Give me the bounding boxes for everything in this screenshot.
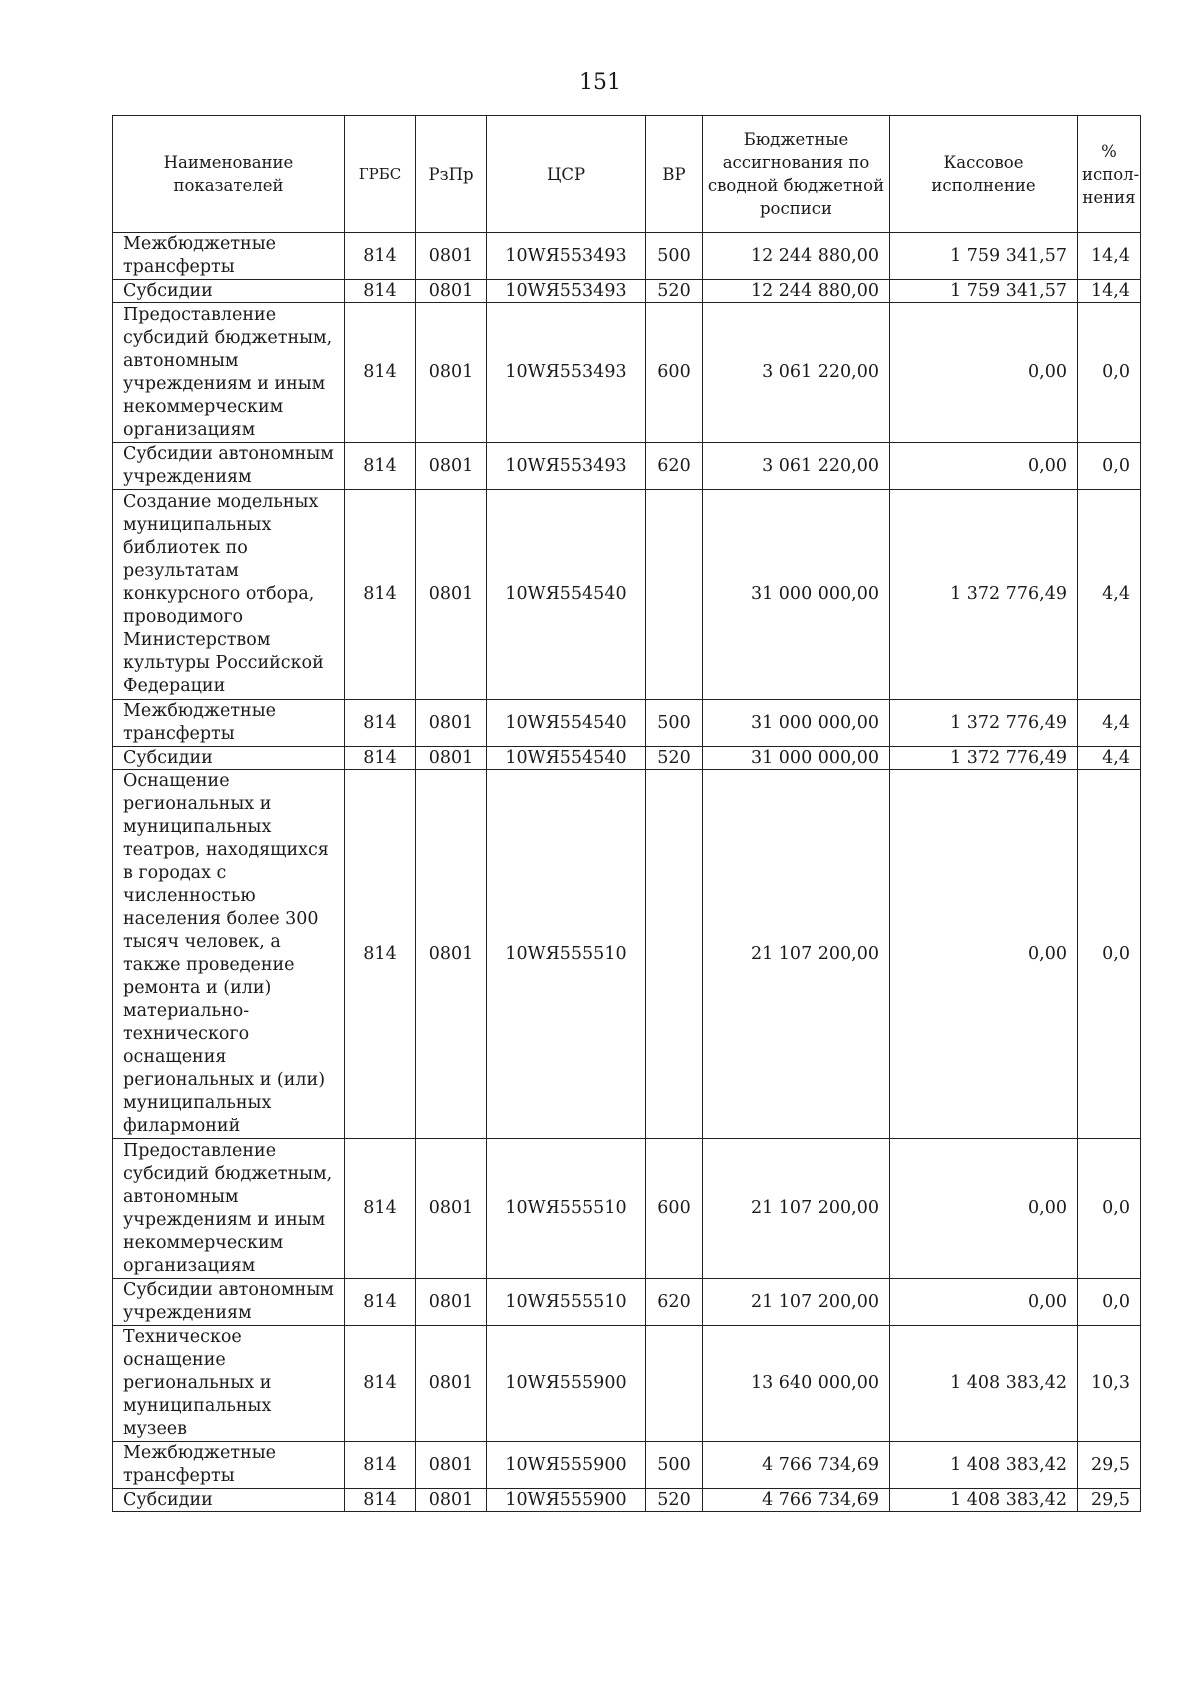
cell-percent: 4,4 — [1078, 490, 1141, 700]
cell-cash: 1 408 383,42 — [890, 1326, 1078, 1442]
table-row — [113, 490, 1141, 700]
cell-name: Межбюджетные трансферты — [113, 1442, 345, 1489]
cell-name: Межбюджетные трансферты — [113, 233, 345, 280]
cell-name: Межбюджетные трансферты — [113, 700, 345, 747]
cell-rzpr: 0801 — [416, 1442, 487, 1489]
cell-cash: 1 759 341,57 — [890, 233, 1078, 280]
cell-grbs: 814 — [345, 1139, 416, 1279]
cell-percent: 0,0 — [1078, 303, 1141, 443]
cell-name: Создание модельных муниципальных библиотек по результатам конкурсного отбора, проводимого Министерством культуры Российской Федерации — [113, 490, 345, 700]
table-row — [113, 747, 1141, 770]
cell-percent: 29,5 — [1078, 1442, 1141, 1489]
header-cash: Кассовое исполнение — [890, 116, 1078, 233]
cell-csr: 10WЯ553493 — [487, 443, 646, 490]
cell-vr: 620 — [646, 443, 703, 490]
cell-vr: 620 — [646, 1279, 703, 1326]
cell-percent: 14,4 — [1078, 280, 1141, 303]
header-grbs: ГРБС — [345, 116, 416, 233]
cell-percent: 0,0 — [1078, 1279, 1141, 1326]
cell-csr: 10WЯ555510 — [487, 1139, 646, 1279]
cell-cash: 0,00 — [890, 443, 1078, 490]
cell-csr: 10WЯ553493 — [487, 280, 646, 303]
cell-budget: 21 107 200,00 — [703, 1139, 890, 1279]
cell-csr: 10WЯ555900 — [487, 1442, 646, 1489]
cell-cash: 0,00 — [890, 303, 1078, 443]
cell-name: Субсидии автономным учреждениям — [113, 1279, 345, 1326]
header-rzpr: РзПр — [416, 116, 487, 233]
table-row — [113, 1279, 1141, 1326]
cell-vr: 500 — [646, 1442, 703, 1489]
cell-csr: 10WЯ555900 — [487, 1326, 646, 1442]
cell-grbs: 814 — [345, 747, 416, 770]
cell-rzpr: 0801 — [416, 233, 487, 280]
cell-csr: 10WЯ554540 — [487, 747, 646, 770]
cell-rzpr: 0801 — [416, 700, 487, 747]
cell-cash: 1 372 776,49 — [890, 490, 1078, 700]
cell-vr: 600 — [646, 303, 703, 443]
cell-grbs: 814 — [345, 490, 416, 700]
cell-percent: 0,0 — [1078, 1139, 1141, 1279]
table-row — [113, 233, 1141, 280]
table-row — [113, 1489, 1141, 1512]
cell-percent: 10,3 — [1078, 1326, 1141, 1442]
header-row — [113, 116, 1141, 233]
cell-rzpr: 0801 — [416, 1139, 487, 1279]
cell-budget: 31 000 000,00 — [703, 490, 890, 700]
cell-budget: 31 000 000,00 — [703, 700, 890, 747]
cell-budget: 3 061 220,00 — [703, 443, 890, 490]
cell-vr: 520 — [646, 280, 703, 303]
cell-vr: 520 — [646, 1489, 703, 1512]
cell-vr: 600 — [646, 1139, 703, 1279]
cell-rzpr: 0801 — [416, 280, 487, 303]
cell-budget: 12 244 880,00 — [703, 233, 890, 280]
table-row — [113, 443, 1141, 490]
cell-vr — [646, 490, 703, 700]
cell-percent: 29,5 — [1078, 1489, 1141, 1512]
cell-name: Субсидии — [113, 747, 345, 770]
header-percent: % испол-нения — [1078, 116, 1141, 233]
cell-percent: 4,4 — [1078, 700, 1141, 747]
page-number: 151 — [579, 70, 621, 95]
cell-name: Субсидии автономным учреждениям — [113, 443, 345, 490]
cell-csr: 10WЯ554540 — [487, 490, 646, 700]
cell-budget: 31 000 000,00 — [703, 747, 890, 770]
cell-name: Предоставление субсидий бюджетным, автономным учреждениям и иным некоммерческим организациям — [113, 1139, 345, 1279]
cell-grbs: 814 — [345, 1489, 416, 1512]
cell-cash: 0,00 — [890, 770, 1078, 1139]
cell-cash: 1 408 383,42 — [890, 1442, 1078, 1489]
cell-csr: 10WЯ553493 — [487, 303, 646, 443]
cell-cash: 1 408 383,42 — [890, 1489, 1078, 1512]
cell-rzpr: 0801 — [416, 770, 487, 1139]
cell-percent: 0,0 — [1078, 770, 1141, 1139]
cell-grbs: 814 — [345, 700, 416, 747]
cell-csr: 10WЯ555510 — [487, 1279, 646, 1326]
cell-grbs: 814 — [345, 233, 416, 280]
cell-grbs: 814 — [345, 770, 416, 1139]
budget-execution-table — [112, 115, 1141, 1512]
cell-grbs: 814 — [345, 443, 416, 490]
cell-vr: 500 — [646, 233, 703, 280]
table-row — [113, 1326, 1141, 1442]
table-row — [113, 280, 1141, 303]
cell-budget: 13 640 000,00 — [703, 1326, 890, 1442]
cell-csr: 10WЯ554540 — [487, 700, 646, 747]
cell-grbs: 814 — [345, 1442, 416, 1489]
cell-vr — [646, 770, 703, 1139]
cell-rzpr: 0801 — [416, 490, 487, 700]
cell-rzpr: 0801 — [416, 1489, 487, 1512]
cell-name: Субсидии — [113, 280, 345, 303]
table-row — [113, 1442, 1141, 1489]
cell-name: Субсидии — [113, 1489, 345, 1512]
header-csr: ЦСР — [487, 116, 646, 233]
table-row — [113, 1139, 1141, 1279]
cell-percent: 0,0 — [1078, 443, 1141, 490]
cell-vr: 500 — [646, 700, 703, 747]
cell-grbs: 814 — [345, 1326, 416, 1442]
cell-percent: 14,4 — [1078, 233, 1141, 280]
cell-cash: 1 372 776,49 — [890, 747, 1078, 770]
cell-rzpr: 0801 — [416, 1326, 487, 1442]
cell-grbs: 814 — [345, 1279, 416, 1326]
cell-budget: 3 061 220,00 — [703, 303, 890, 443]
cell-budget: 21 107 200,00 — [703, 1279, 890, 1326]
header-name: Наименование показателей — [113, 116, 345, 233]
cell-rzpr: 0801 — [416, 303, 487, 443]
cell-vr — [646, 1326, 703, 1442]
cell-name: Оснащение региональных и муниципальных театров, находящихся в городах с численностью населения более 300 тысяч человек, а также проведение ремонта и (или) материально-технического оснащения региональных и (или) муниципальных филармоний — [113, 770, 345, 1139]
table-row — [113, 770, 1141, 1139]
cell-csr: 10WЯ555510 — [487, 770, 646, 1139]
cell-cash: 0,00 — [890, 1139, 1078, 1279]
cell-cash: 0,00 — [890, 1279, 1078, 1326]
cell-cash: 1 759 341,57 — [890, 280, 1078, 303]
cell-csr: 10WЯ553493 — [487, 233, 646, 280]
header-vr: ВР — [646, 116, 703, 233]
cell-percent: 4,4 — [1078, 747, 1141, 770]
cell-budget: 4 766 734,69 — [703, 1442, 890, 1489]
cell-name: Техническое оснащение региональных и муниципальных музеев — [113, 1326, 345, 1442]
cell-budget: 4 766 734,69 — [703, 1489, 890, 1512]
cell-rzpr: 0801 — [416, 443, 487, 490]
cell-grbs: 814 — [345, 280, 416, 303]
cell-grbs: 814 — [345, 303, 416, 443]
cell-csr: 10WЯ555900 — [487, 1489, 646, 1512]
cell-name: Предоставление субсидий бюджетным, автономным учреждениям и иным некоммерческим организациям — [113, 303, 345, 443]
cell-cash: 1 372 776,49 — [890, 700, 1078, 747]
cell-vr: 520 — [646, 747, 703, 770]
cell-budget: 21 107 200,00 — [703, 770, 890, 1139]
cell-rzpr: 0801 — [416, 1279, 487, 1326]
header-budget: Бюджетные ассигнования по сводной бюджетной росписи — [703, 116, 890, 233]
table-row — [113, 303, 1141, 443]
cell-rzpr: 0801 — [416, 747, 487, 770]
cell-budget: 12 244 880,00 — [703, 280, 890, 303]
table-row — [113, 700, 1141, 747]
